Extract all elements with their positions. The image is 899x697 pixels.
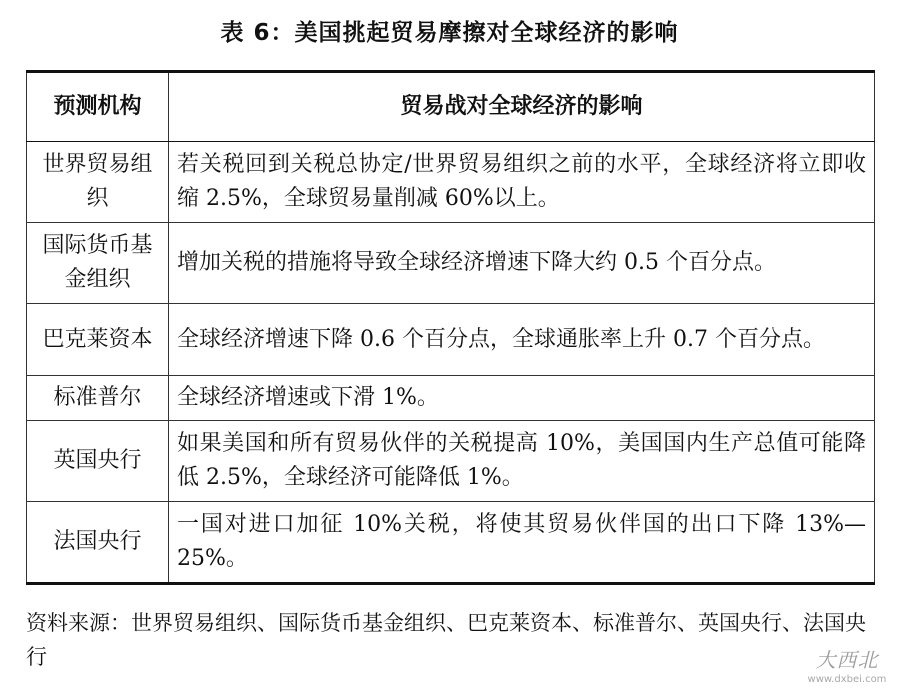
table-row: [27, 502, 875, 584]
org-cell: 标准普尔: [27, 376, 169, 421]
table-title: 表 6：美国挑起贸易摩擦对全球经济的影响: [220, 20, 679, 46]
org-cell: 英国央行: [27, 421, 169, 502]
table-row: [27, 142, 875, 223]
table-header-row: [27, 72, 875, 142]
table-row: [27, 376, 875, 421]
watermark-logo-text: 大西北: [815, 648, 879, 672]
table-row: [27, 421, 875, 502]
impact-table-container: [26, 70, 874, 585]
site-watermark: [803, 647, 891, 693]
source-note: 资料来源：世界贸易组织、国际货币基金组织、巴克莱资本、标准普尔、英国央行、法国央行: [26, 611, 866, 669]
org-cell: 世界贸易组织: [27, 142, 169, 223]
impact-cell: 全球经济增速下降 0.6 个百分点，全球通胀率上升 0.7 个百分点。: [169, 304, 875, 376]
impact-cell: 全球经济增速或下滑 1%。: [169, 376, 875, 421]
header-org: 预测机构: [27, 72, 169, 142]
impact-cell: 如果美国和所有贸易伙伴的关税提高 10%，美国国内生产总值可能降低 2.5%，全球经济可能降低 1%。: [169, 421, 875, 502]
header-impact: 贸易战对全球经济的影响: [169, 72, 875, 142]
impact-cell: 增加关税的措施将导致全球经济增速下降大约 0.5 个百分点。: [169, 223, 875, 304]
table-row: [27, 304, 875, 376]
table-row: [27, 223, 875, 304]
org-cell: 国际货币基金组织: [27, 223, 169, 304]
org-cell: 巴克莱资本: [27, 304, 169, 376]
org-cell: 法国央行: [27, 502, 169, 584]
impact-cell: 若关税回到关税总协定/世界贸易组织之前的水平，全球经济将立即收缩 2.5%，全球贸易量削减 60%以上。: [169, 142, 875, 223]
impact-table: [26, 70, 875, 585]
watermark-url: www.dxbei.com: [807, 674, 887, 685]
impact-cell: 一国对进口加征 10%关税，将使其贸易伙伴国的出口下降 13%—25%。: [169, 502, 875, 584]
